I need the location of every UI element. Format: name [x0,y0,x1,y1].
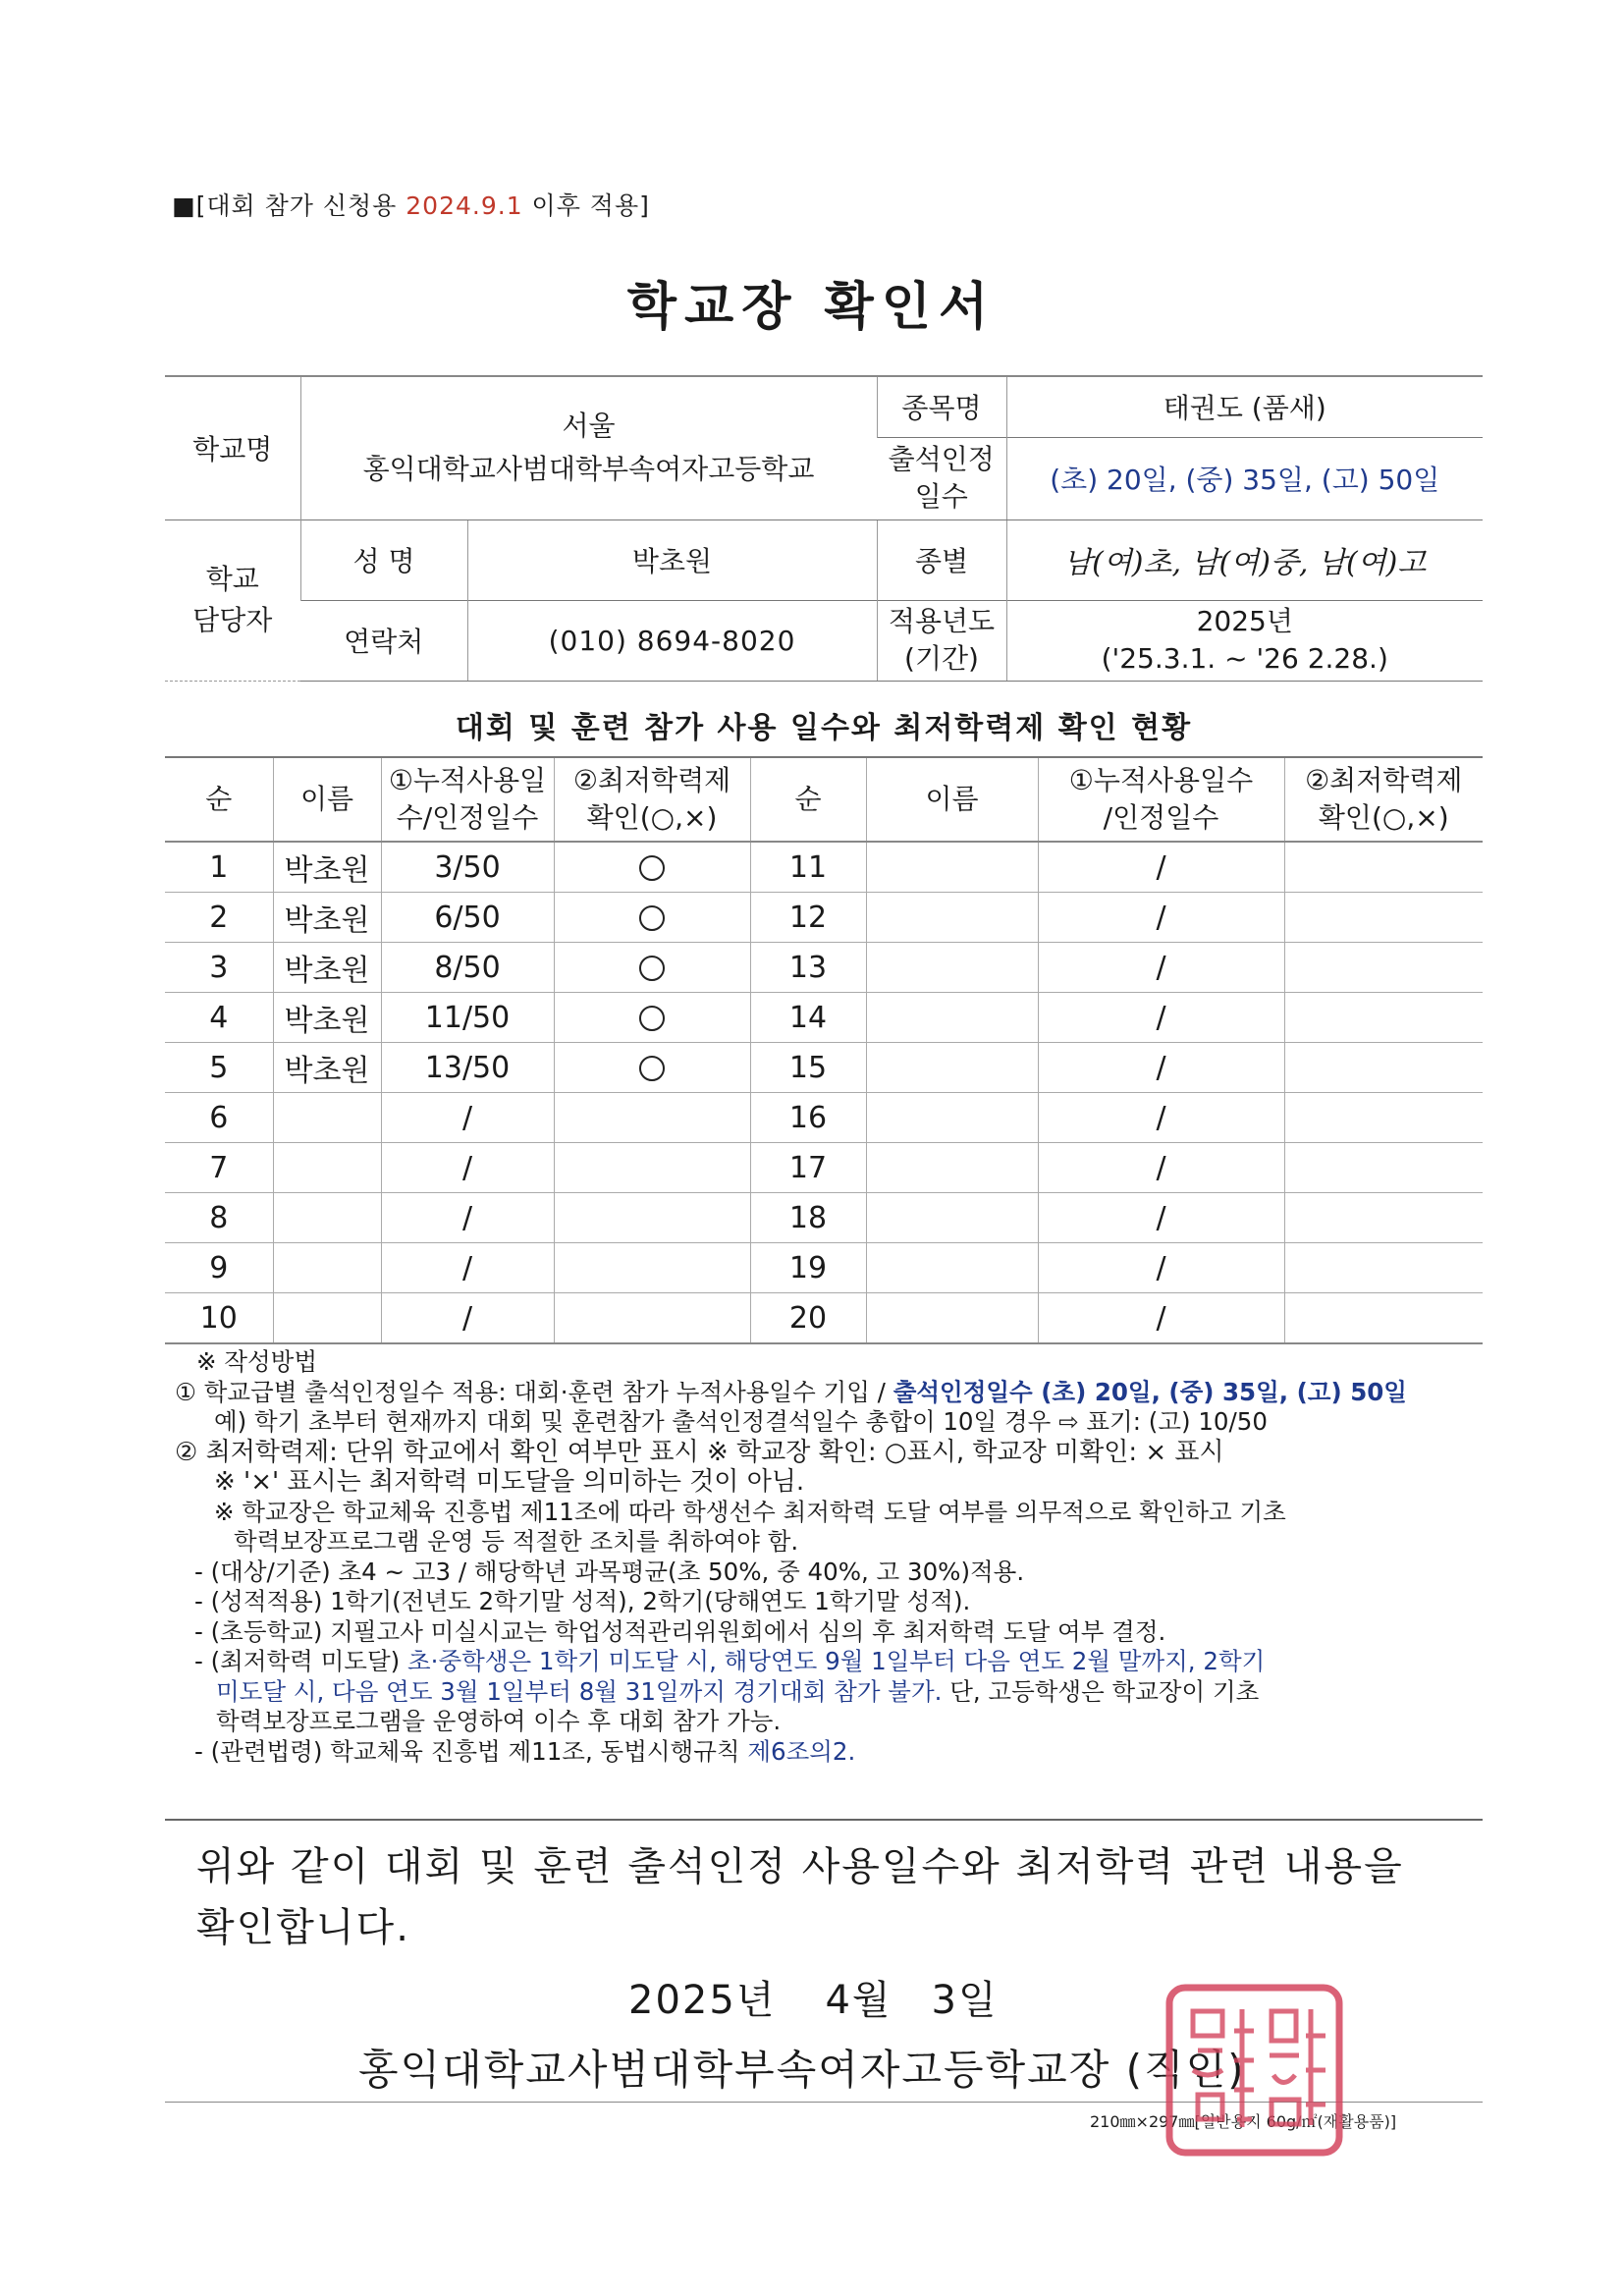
name-label: 성 명 [300,519,467,600]
check-circle-icon [639,1056,665,1081]
record-no: 8 [165,1193,273,1243]
record-check-right [1284,1093,1483,1143]
attend-value: (초) 20일, (중) 35일, (고) 50일 [1006,437,1483,519]
record-check [554,1093,750,1143]
record-days: 8/50 [381,943,554,993]
note-2-law-cont: 학력보장프로그램 운영 등 적절한 조치를 취하여야 함. [234,1527,799,1556]
record-check-right [1284,1193,1483,1243]
check-circle-icon [639,855,665,881]
bullet-grades: - (성적적용) 1학기(전년도 2학기말 성적), 2학기(당해연도 1학기말 성적). [194,1587,971,1615]
record-check-right [1284,842,1483,893]
record-check-right [1284,1243,1483,1293]
record-row [165,993,1483,1043]
record-days: 13/50 [381,1043,554,1093]
record-days: / [381,1293,554,1344]
header-note: ■[대회 참가 신청용 2024.9.1 이후 적용] [172,191,650,220]
record-row [165,943,1483,993]
record-no-right: 11 [750,842,866,893]
record-no: 7 [165,1143,273,1193]
record-name: 박초원 [273,943,381,993]
record-no: 6 [165,1093,273,1143]
record-check-right [1284,943,1483,993]
record-check [554,993,750,1043]
attend-label: 출석인정 일수 [877,437,1006,519]
sign-date: 2025년 4월 3일 [628,1978,999,2023]
record-check-right [1284,1293,1483,1344]
record-name [273,1143,381,1193]
record-no-right: 20 [750,1293,866,1344]
record-no: 10 [165,1293,273,1344]
record-name: 박초원 [273,993,381,1043]
record-days-right: / [1038,993,1284,1043]
event-value: 태권도 (품새) [1006,376,1483,437]
record-days: 3/50 [381,842,554,893]
record-name-right [866,943,1038,993]
record-no-right: 16 [750,1093,866,1143]
record-name: 박초원 [273,893,381,943]
record-name-right [866,893,1038,943]
signer: 홍익대학교사범대학부속여자고등학교장 (직인) [358,2046,1246,2094]
col-name-right: 이름 [866,757,1038,842]
record-no: 5 [165,1043,273,1093]
instructions [175,1347,1490,1767]
record-name: 박초원 [273,1043,381,1093]
record-no: 1 [165,842,273,893]
record-no: 2 [165,893,273,943]
record-no: 9 [165,1243,273,1293]
record-days-right: / [1038,893,1284,943]
record-check [554,1143,750,1193]
record-row [165,1143,1483,1193]
record-name-right [866,1293,1038,1344]
record-row [165,1293,1483,1344]
year-label: 적용년도 (기간) [877,600,1006,681]
category-label: 종별 [877,519,1006,600]
col-days: ①누적사용일 수/인정일수 [381,757,554,842]
note-2-law: ※ 학교장은 학교체육 진흥법 제11조에 따라 학생선수 최저학력 도달 여부를 의무적으로 확인하고 기초 [214,1497,1286,1526]
note-2-x: ※ '×' 표시는 최저학력 미도달을 의미하는 것이 아님. [214,1467,805,1497]
paper-spec: 210㎜×297㎜[일반용지 60g/㎡(재활용품)] [1090,2112,1397,2131]
col-name: 이름 [273,757,381,842]
school-cell [300,376,877,519]
record-name-right [866,1243,1038,1293]
check-circle-icon [639,956,665,981]
record-days-right: / [1038,1293,1284,1344]
note-2: ② 최저학력제: 단위 학교에서 확인 여부만 표시 ※ 학교장 확인: ○표시, 학교장 미확인: × 표시 [175,1437,1224,1467]
year-value-cell: 2025년 ('25.3.1. ~ '26 2.28.) [1006,600,1483,681]
record-row [165,1093,1483,1143]
record-check-right [1284,993,1483,1043]
school-name: 홍익대학교사범대학부속여자고등학교 [362,453,815,486]
record-name-right [866,1143,1038,1193]
record-row [165,1193,1483,1243]
record-name-right [866,842,1038,893]
record-no-right: 17 [750,1143,866,1193]
school-label: 학교명 [165,376,300,519]
confirmation-text: 위와 같이 대회 및 훈련 출석인정 사용일수와 최저학력 관련 내용을 확인합니다. [196,1844,1404,1950]
record-no-right: 14 [750,993,866,1043]
bullet-unmet: - (최저학력 미도달) 초·중학생은 1학기 미도달 시, 해당연도 9월 1일부터 다음 연도 2월 말까지, 2학기 [194,1647,1266,1675]
records-header-row [165,757,1483,842]
record-check [554,1243,750,1293]
record-check-right [1284,1143,1483,1193]
record-check [554,1293,750,1344]
bullet-law: - (관련법령) 학교체육 진흥법 제11조, 동법시행규칙 제6조의2. [194,1736,856,1766]
col-check-right: ②최저학력제 확인(○,×) [1284,757,1483,842]
bullet-elementary: - (초등학교) 지필고사 미실시교는 학업성적관리위원회에서 심의 후 최저학력 도달 여부 결정. [194,1616,1166,1646]
record-no-right: 12 [750,893,866,943]
divider [165,1819,1483,1821]
record-check-right [1284,893,1483,943]
school-city: 서울 [562,410,616,443]
record-name [273,1093,381,1143]
record-name-right [866,1043,1038,1093]
category-value: 남(여)초, 남(여)중, 남(여)고 [1006,519,1483,600]
record-days-right: / [1038,1243,1284,1293]
check-circle-icon [639,1006,665,1031]
record-check [554,1193,750,1243]
document-title: 학교장 확인서 [626,278,997,337]
record-name [273,1243,381,1293]
section-subtitle: 대회 및 훈련 참가 사용 일수와 최저학력제 확인 현황 [455,711,1193,745]
note-1: ① 학교급별 출석인정일수 적용: 대회·훈련 참가 누적사용일수 기입 / 출석인정일수 (초) 20일, (중) 35일, (고) 50일 [175,1377,1407,1406]
bullet-unmet-cont2: 학력보장프로그램을 운영하여 이수 후 대회 참가 가능. [216,1707,782,1735]
record-days-right: / [1038,1043,1284,1093]
record-no-right: 13 [750,943,866,993]
col-check: ②최저학력제 확인(○,×) [554,757,750,842]
record-no: 3 [165,943,273,993]
record-check [554,893,750,943]
record-name-right [866,993,1038,1043]
record-row [165,1243,1483,1293]
record-no-right: 19 [750,1243,866,1293]
check-circle-icon [639,905,665,931]
official-seal [1163,1982,1345,2159]
notes-heading: ※ 작성방법 [196,1347,317,1376]
record-row [165,893,1483,943]
col-no-right: 순 [750,757,866,842]
event-label: 종목명 [877,376,1006,437]
record-days: / [381,1093,554,1143]
record-days-right: / [1038,1093,1284,1143]
record-days-right: / [1038,842,1284,893]
note-1-example: 예) 학기 초부터 현재까지 대회 및 훈련참가 출석인정결석일수 총합이 10일 경우 ⇨ 표기: (고) 10/50 [214,1407,1268,1436]
record-days: / [381,1243,554,1293]
name-value: 박초원 [467,519,877,600]
contact-label: 연락처 [300,600,467,681]
record-row [165,1043,1483,1093]
record-name-right [866,1193,1038,1243]
record-name-right [866,1093,1038,1143]
info-table [165,375,1483,682]
record-name [273,1193,381,1243]
record-name: 박초원 [273,842,381,893]
record-check-right [1284,1043,1483,1093]
contact-value: (010) 8694-8020 [467,600,877,681]
record-no: 4 [165,993,273,1043]
col-no: 순 [165,757,273,842]
record-check [554,943,750,993]
staff-label: 학교 담당자 [165,519,300,681]
record-check [554,1043,750,1093]
record-days-right: / [1038,943,1284,993]
bullet-unmet-cont: 미도달 시, 다음 연도 3월 1일부터 8월 31일까지 경기대회 참가 불가. 단, 고등학생은 학교장이 기초 [216,1676,1260,1706]
record-days: 11/50 [381,993,554,1043]
records-table [165,756,1483,1344]
record-days: 6/50 [381,893,554,943]
record-check [554,842,750,893]
record-days: / [381,1193,554,1243]
record-days-right: / [1038,1193,1284,1243]
record-days-right: / [1038,1143,1284,1193]
bullet-target: - (대상/기준) 초4 ~ 고3 / 해당학년 과목평균(초 50%, 중 40%, 고 30%)적용. [194,1557,1025,1586]
col-days-right: ①누적사용일수 /인정일수 [1038,757,1284,842]
record-row [165,842,1483,893]
record-days: / [381,1143,554,1193]
record-no-right: 18 [750,1193,866,1243]
record-no-right: 15 [750,1043,866,1093]
record-name [273,1293,381,1344]
